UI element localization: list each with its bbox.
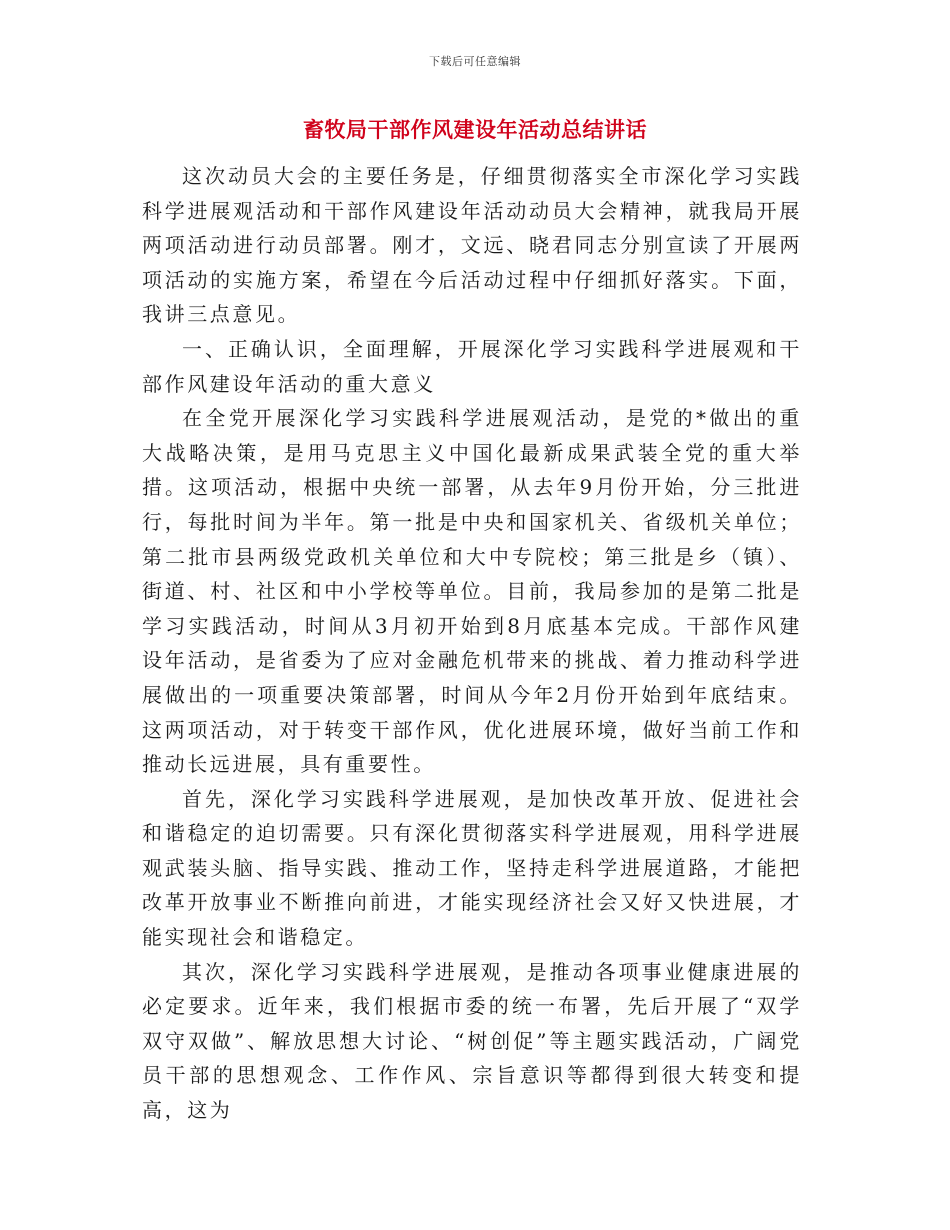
paragraph-first-point: 首先，深化学习实践科学进展观，是加快改革开放、促进社会和谐稳定的迫切需要。只有深化贯彻落实科学进展观，用科学进展观武装头脑、指导实践、推动工作，坚持走科学进展道路，才能把改革开放事业不断推向前进，才能实现经济社会又好又快进展，才能实现社会和谐稳定。 <box>142 786 802 950</box>
paragraph-second-point: 其次，深化学习实践科学进展观，是推动各项事业健康进展的必定要求。近年来，我们根据市委的统一布署，先后开展了“双学双守双做”、解放思想大讨论、“树创促”等主题实践活动，广阔党员干部的思想观念、工作作风、宗旨意识等都得到很大转变和提高，这为 <box>142 959 802 1123</box>
document-title: 畜牧局干部作风建设年活动总结讲话 <box>303 118 647 142</box>
section-heading-1: 一、正确认识，全面理解，开展深化学习实践科学进展观和干部作风建设年活动的重大意义 <box>142 336 802 396</box>
document-body <box>142 159 802 1128</box>
paragraph-background: 在全党开展深化学习实践科学进展观活动，是党的*做出的重大战略决策，是用马克思主义中国化最新成果武装全党的重大举措。这项活动，根据中央统一部署，从去年9月份开始，分三批进行，每批时间为半年。第一批是中央和国家机关、省级机关单位；第二批市县两级党政机关单位和大中专院校；第三批是乡（镇）、街道、村、社区和中小学校等单位。目前，我局参加的是第二批是学习实践活动，时间从3月初开始到8月底基本完成。干部作风建设年活动，是省委为了应对金融危机带来的挑战、着力推动科学进展做出的一项重要决策部署，时间从今年2月份开始到年底结束。这两项活动，对于转变干部作风，优化进展环境，做好当前工作和推动长远进展，具有重要性。 <box>142 406 802 777</box>
header-note: 下载后可任意编辑 <box>429 55 521 68</box>
paragraph-intro: 这次动员大会的主要任务是，仔细贯彻落实全市深化学习实践科学进展观活动和干部作风建设年活动动员大会精神，就我局开展两项活动进行动员部署。刚才，文远、晓君同志分别宣读了开展两项活动的实施方案，希望在今后活动过程中仔细抓好落实。下面，我讲三点意见。 <box>142 164 802 327</box>
